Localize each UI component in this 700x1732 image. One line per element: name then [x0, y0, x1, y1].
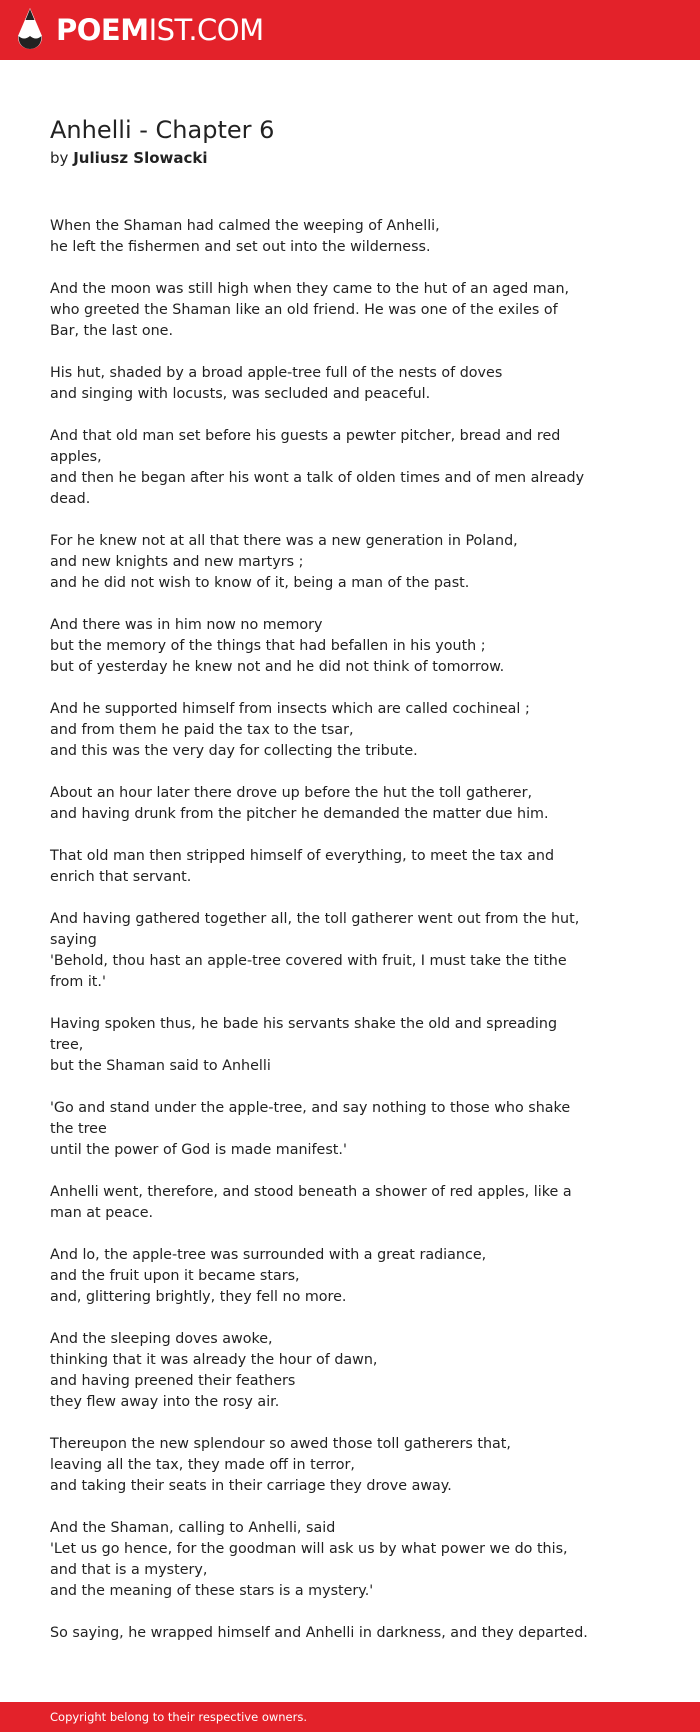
- poem-line: And he supported himself from insects which are called cochineal ;: [50, 701, 530, 717]
- poem-line: So saying, he wrapped himself and Anhelli in darkness, and they departed.: [50, 1625, 588, 1641]
- poem-stanza: [50, 1245, 590, 1308]
- poem-line: And the moon was still high when they came to the hut of an aged man,: [50, 281, 570, 297]
- poem-stanza: [50, 1014, 590, 1077]
- poem-line: thinking that it was already the hour of dawn,: [50, 1352, 378, 1368]
- poem-line: and that is a mystery,: [50, 1562, 208, 1578]
- poem-line: and having drunk from the pitcher he demanded the matter due him.: [50, 806, 549, 822]
- poem-line: And the sleeping doves awoke,: [50, 1331, 273, 1347]
- poem-line: and taking their seats in their carriage they drove away.: [50, 1478, 452, 1494]
- byline-prefix: by: [50, 149, 69, 167]
- poem-stanza: [50, 1623, 590, 1644]
- poem-stanza: [50, 279, 590, 342]
- poem-byline: [50, 148, 590, 168]
- poem-line: And having gathered together all, the toll gatherer went out from the hut, saying: [50, 911, 580, 948]
- copyright-notice: Copyright belong to their respective owners.: [50, 1710, 308, 1724]
- poem-stanza: [50, 363, 590, 405]
- poem-line: and the fruit upon it became stars,: [50, 1268, 300, 1284]
- poem-line: and new knights and new martyrs ;: [50, 554, 304, 570]
- site-logo[interactable]: [16, 7, 264, 53]
- poem-line: And that old man set before his guests a pewter pitcher, bread and red apples,: [50, 428, 561, 465]
- pencil-tip-icon: [16, 7, 44, 53]
- poem-author[interactable]: Juliusz Slowacki: [73, 149, 208, 167]
- logo-wordmark: [56, 12, 264, 47]
- poem-line: And the Shaman, calling to Anhelli, said: [50, 1520, 336, 1536]
- poem-line: Anhelli went, therefore, and stood beneath a shower of red apples, like a man at peace.: [50, 1184, 572, 1221]
- poem-title: Anhelli - Chapter 6: [50, 116, 275, 144]
- poem-stanza: [50, 909, 590, 993]
- poem-line: When the Shaman had calmed the weeping of Anhelli,: [50, 218, 440, 234]
- poem-line: and this was the very day for collecting the tribute.: [50, 743, 418, 759]
- poem-line: For he knew not at all that there was a new generation in Poland,: [50, 533, 518, 549]
- poem-stanza: [50, 699, 590, 762]
- poem-line: they flew away into the rosy air.: [50, 1394, 280, 1410]
- poem-body: [50, 216, 590, 1644]
- poem-line: until the power of God is made manifest.': [50, 1142, 347, 1158]
- poem-stanza: [50, 1434, 590, 1497]
- poem-line: and singing with locusts, was secluded and peaceful.: [50, 386, 431, 402]
- poem-line: About an hour later there drove up before the hut the toll gatherer,: [50, 785, 533, 801]
- poem-content: [50, 114, 590, 1665]
- poem-line: 'Let us go hence, for the goodman will ask us by what power we do this,: [50, 1541, 568, 1557]
- poem-stanza: [50, 1518, 590, 1602]
- poem-stanza: [50, 1182, 590, 1224]
- poem-line: and he did not wish to know of it, being a man of the past.: [50, 575, 470, 591]
- poem-line: Having spoken thus, he bade his servants shake the old and spreading tree,: [50, 1016, 558, 1053]
- site-header: [0, 0, 700, 60]
- poem-stanza: [50, 531, 590, 594]
- poem-line: he left the fishermen and set out into the wilderness.: [50, 239, 431, 255]
- poem-line: and then he began after his wont a talk of olden times and of men already dead.: [50, 470, 585, 507]
- poem-line: and, glittering brightly, they fell no more.: [50, 1289, 347, 1305]
- poem-line: 'Go and stand under the apple-tree, and say nothing to those who shake the tree: [50, 1100, 571, 1137]
- poem-stanza: [50, 846, 590, 888]
- poem-line: and having preened their feathers: [50, 1373, 296, 1389]
- poem-line: but the memory of the things that had befallen in his youth ;: [50, 638, 486, 654]
- poem-line: And there was in him now no memory: [50, 617, 323, 633]
- poem-stanza: [50, 1329, 590, 1413]
- poem-stanza: [50, 783, 590, 825]
- logo-wordmark-bold: POEM: [56, 12, 149, 47]
- poem-line: and the meaning of these stars is a mystery.': [50, 1583, 374, 1599]
- poem-line: and from them he paid the tax to the tsar,: [50, 722, 354, 738]
- poem-line: That old man then stripped himself of everything, to meet the tax and enrich that servant.: [50, 848, 555, 885]
- poem-line: but of yesterday he knew not and he did not think of tomorrow.: [50, 659, 505, 675]
- poem-line: Thereupon the new splendour so awed those toll gatherers that,: [50, 1436, 511, 1452]
- poem-line: 'Behold, thou hast an apple-tree covered with fruit, I must take the tithe from it.': [50, 953, 567, 990]
- poem-line: who greeted the Shaman like an old friend. He was one of the exiles of Bar, the last one.: [50, 302, 558, 339]
- poem-stanza: [50, 216, 590, 258]
- poem-line: but the Shaman said to Anhelli: [50, 1058, 271, 1074]
- poem-line: leaving all the tax, they made off in terror,: [50, 1457, 355, 1473]
- poem-stanza: [50, 1098, 590, 1161]
- poem-stanza: [50, 615, 590, 678]
- logo-wordmark-light: IST.COM: [148, 12, 264, 47]
- poem-line: His hut, shaded by a broad apple-tree full of the nests of doves: [50, 365, 503, 381]
- poem-stanza: [50, 426, 590, 510]
- poem-line: And lo, the apple-tree was surrounded with a great radiance,: [50, 1247, 487, 1263]
- site-footer: [0, 1702, 700, 1732]
